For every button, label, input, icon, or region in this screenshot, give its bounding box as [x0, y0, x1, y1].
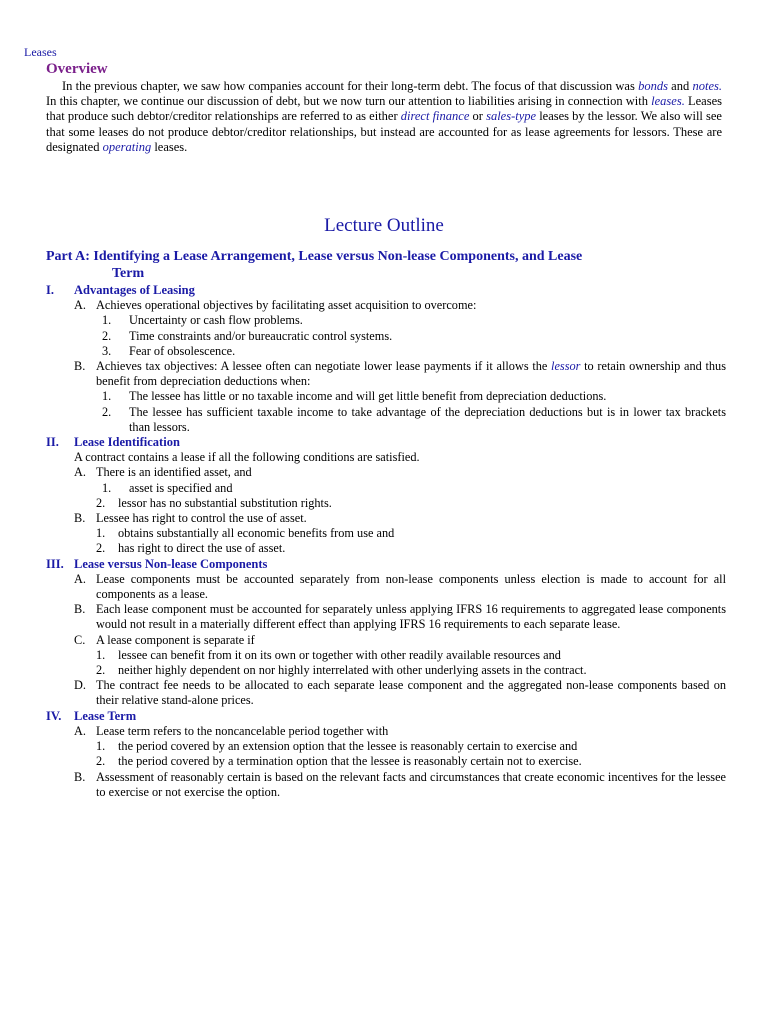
term-notes: notes. — [692, 79, 722, 93]
overview-heading: Overview — [46, 61, 108, 77]
outline-item: C. A lease component is separate if — [74, 632, 255, 647]
outline-subitem: 2. The lessee has sufficient taxable income to take advantage of the depreciation deductions but is in lower tax brackets than lessors. — [102, 404, 726, 434]
outline-item: D. The contract fee needs to be allocated to each separate lease component and the aggregated non-lease components based on their relative stand-alone prices. — [74, 678, 726, 708]
section-heading: III. Lease versus Non-lease Components — [46, 556, 268, 571]
running-header: Leases — [24, 45, 57, 59]
outline-item: B. Each lease component must be accounted for separately unless applying IFRS 16 requirements to aggregated lease components would not result in a materially different effect than applying IFRS 16 requirements to each separate lease. — [74, 602, 726, 632]
outline-subitem: 1. The lessee has little or no taxable income and will get little benefit from depreciation deductions. — [102, 389, 607, 404]
term-sales-type: sales-type — [486, 109, 537, 124]
outline-item: A. Lease components must be accounted separately from non-lease components unless election is made to account for all components as a lease. — [74, 571, 726, 602]
outline-subitem: 2. has right to direct the use of asset. — [96, 541, 286, 556]
outline-subitem: 2. Time constraints and/or bureaucratic control systems. — [102, 328, 393, 343]
lecture-outline-title: Lecture Outline — [324, 215, 444, 236]
term-leases: leases. — [651, 94, 685, 109]
outline-subitem: 1. obtains substantially all economic benefits from use and — [96, 526, 395, 541]
section-intro: A contract contains a lease if all the following conditions are satisfied. — [74, 450, 420, 465]
section-heading: I. Advantages of Leasing — [46, 283, 195, 297]
overview-paragraph: In the previous chapter, we saw how companies account for their long-term debt. The focus of that discussion was bonds and notes. In this chapter, we continue our discussion of debt, but we now turn our attention to liabilities arising in connection with leases. Leases that produce such debtor/creditor relationships are referred to as either direct finance or sales-type leases by the lessor. We also will see that some leases do not produce debtor/creditor relationships, but instead are accounted for as lease agreements for lessors. These are designated operating leases. — [46, 79, 723, 154]
outline-subitem: 1. asset is specified and — [102, 480, 233, 495]
outline-item: A. Lease term refers to the noncancelable period together with — [74, 723, 389, 738]
section-heading: IV. Lease Term — [46, 708, 137, 723]
outline-subitem: 2. lessor has no substantial substitution rights. — [96, 495, 332, 510]
outline-subitem: 1. Uncertainty or cash flow problems. — [102, 313, 303, 328]
outline-item: B. Achieves tax objectives: A lessee often can negotiate lower lease payments if it allows the lessor to retain ownership and thus benefit from depreciation deductions when: — [74, 359, 726, 389]
outline-subitem: 2. the period covered by a termination option that the lessee is reasonably certain not to exercise. — [96, 754, 582, 769]
outline-subitem: 3. Fear of obsolescence. — [102, 343, 236, 358]
term-direct-finance: direct finance — [400, 109, 470, 124]
term-bonds: bonds — [638, 79, 668, 93]
part-a-heading: Part A: Identifying a Lease Arrangement, Lease versus Non-lease Components, and Lease Term — [46, 249, 583, 281]
outline-item: B. Assessment of reasonably certain is based on the relevant facts and circumstances that create economic incentives for the lessee to exercise or not exercise the option. — [74, 769, 726, 799]
outline-item: A. There is an identified asset, and — [74, 465, 252, 480]
outline-item: A. Achieves operational objectives by facilitating asset acquisition to overcome: — [74, 298, 477, 313]
outline-subitem: 1. the period covered by an extension option that the lessee is reasonably certain to exercise and — [96, 739, 578, 754]
outline-subitem: 2. neither highly dependent on nor highly interrelated with other underlying assets in the contract. — [96, 663, 587, 678]
section-heading: II. Lease Identification — [46, 435, 180, 450]
term-operating: operating — [102, 139, 152, 154]
outline-item: B. Lessee has right to control the use of asset. — [74, 511, 307, 526]
outline-subitem: 1. lessee can benefit from it on its own or together with other readily available resources and — [96, 647, 561, 662]
lecture-outline — [46, 283, 726, 800]
